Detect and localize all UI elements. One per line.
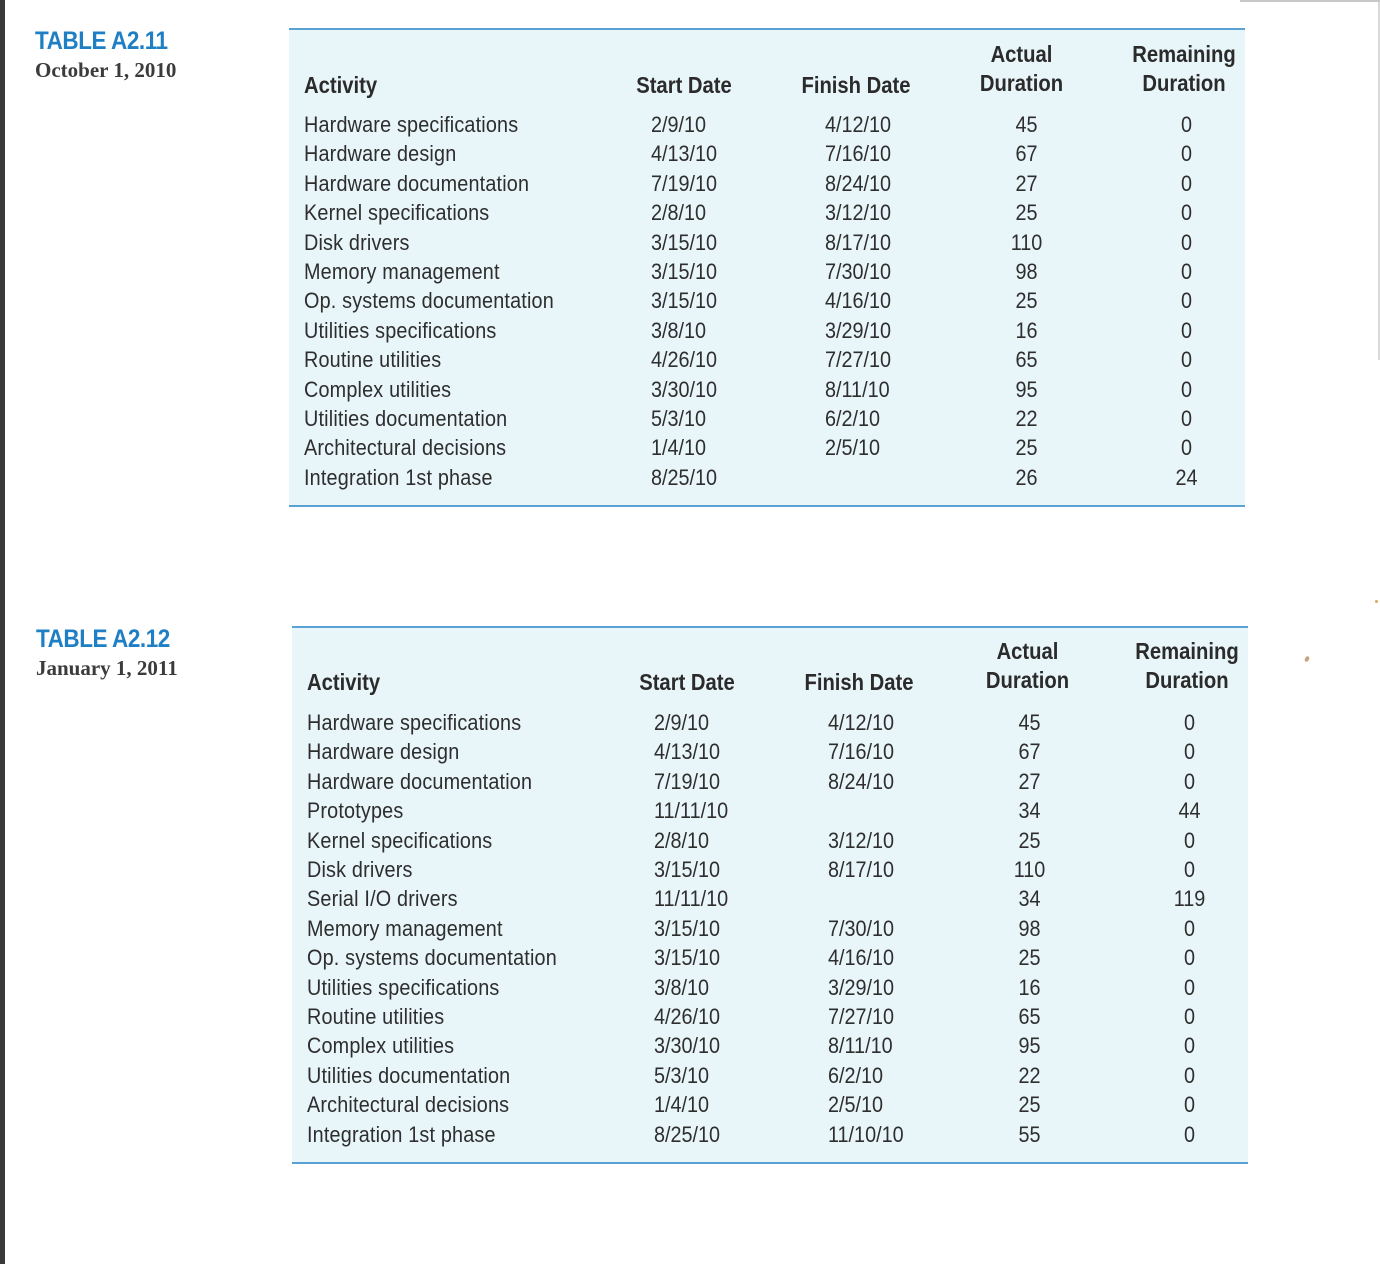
- cell-activity: Utilities documentation: [307, 1062, 511, 1088]
- cell-remaining: 0: [1180, 112, 1193, 137]
- cell-activity: Routine utilities: [304, 347, 442, 373]
- table-date: October 1, 2010: [35, 58, 177, 82]
- cell-start: 5/3/10: [654, 1062, 710, 1088]
- cell-start: 11/11/10: [654, 886, 729, 912]
- cell-start: 3/8/10: [654, 974, 710, 1000]
- cell-actual: 22: [1018, 1062, 1041, 1088]
- table-a2-12-caption: [36, 624, 185, 681]
- header-activity: Activity: [307, 669, 381, 695]
- cell-finish: 4/16/10: [828, 945, 895, 971]
- cell-start: 3/15/10: [654, 915, 721, 941]
- cell-actual: 67: [1015, 141, 1038, 167]
- table-row: [292, 1031, 1248, 1060]
- cell-activity: Kernel specifications: [307, 827, 493, 853]
- header-remaining-line1: Remaining: [1135, 638, 1239, 664]
- table-row: [292, 884, 1248, 913]
- header-actual-line2: Duration: [985, 667, 1070, 693]
- cell-activity: Memory management: [307, 915, 503, 941]
- cell-finish: 4/12/10: [828, 710, 895, 735]
- header-finish-date: Finish Date: [801, 72, 911, 98]
- cell-activity: Complex utilities: [307, 1033, 455, 1059]
- table-row: [289, 139, 1245, 168]
- cell-start: 2/8/10: [654, 827, 710, 853]
- header-start-date: Start Date: [639, 669, 735, 695]
- cell-start: 1/4/10: [654, 1092, 710, 1118]
- cell-actual: 22: [1015, 406, 1038, 431]
- table-row: [292, 1002, 1248, 1031]
- cell-actual: 26: [1015, 464, 1038, 490]
- table-a2-11: [289, 28, 1245, 507]
- cell-finish: 7/30/10: [828, 915, 895, 941]
- table-row: [292, 767, 1248, 796]
- cell-actual: 98: [1018, 915, 1041, 941]
- table-row: [289, 463, 1245, 492]
- table-a2-11-caption: [35, 26, 182, 83]
- cell-finish: 7/16/10: [828, 739, 895, 765]
- cell-start: 3/15/10: [654, 857, 721, 882]
- cell-remaining: 0: [1180, 200, 1193, 226]
- header-remaining-line2: Duration: [1142, 70, 1226, 96]
- table-row: [289, 198, 1245, 227]
- cell-start: 3/15/10: [651, 259, 718, 284]
- cell-start: 3/15/10: [651, 288, 718, 314]
- cell-actual: 45: [1015, 112, 1038, 137]
- table-label: TABLE A2.11: [35, 27, 168, 55]
- table-row: [289, 316, 1245, 345]
- cell-remaining: 0: [1180, 229, 1193, 255]
- paper-speck: [1375, 600, 1378, 603]
- cell-actual: 65: [1018, 1004, 1041, 1029]
- cell-actual: 25: [1018, 945, 1041, 971]
- cell-finish: 7/27/10: [825, 347, 892, 373]
- cell-remaining: 0: [1183, 857, 1196, 882]
- cell-remaining: 119: [1173, 886, 1206, 912]
- cell-actual: 45: [1018, 710, 1041, 735]
- cell-finish: 8/24/10: [828, 768, 895, 794]
- cell-activity: Utilities documentation: [304, 406, 508, 431]
- cell-start: 4/13/10: [654, 739, 721, 765]
- cell-finish: 7/30/10: [825, 259, 892, 284]
- cell-start: 3/15/10: [654, 945, 721, 971]
- table-row: [289, 345, 1245, 374]
- table-row: [289, 404, 1245, 433]
- cell-start: 3/30/10: [651, 376, 718, 402]
- cell-finish: 8/24/10: [825, 170, 892, 196]
- cell-remaining: 0: [1180, 288, 1193, 314]
- cell-actual: 27: [1015, 170, 1038, 196]
- cell-activity: Hardware specifications: [304, 112, 519, 137]
- cell-remaining: 0: [1180, 347, 1193, 373]
- cell-activity: Hardware design: [304, 141, 457, 167]
- table-a2-12: [292, 626, 1248, 1164]
- cell-actual: 110: [1013, 857, 1046, 882]
- table-row: [292, 826, 1248, 855]
- cell-remaining: 0: [1183, 1121, 1196, 1147]
- cell-activity: Serial I/O drivers: [307, 886, 458, 912]
- cell-start: 1/4/10: [651, 435, 707, 461]
- paper-speck: [1304, 655, 1310, 662]
- header-actual-duration: [973, 637, 1083, 695]
- cell-actual: 110: [1010, 229, 1043, 255]
- cell-remaining: 24: [1175, 464, 1198, 490]
- cell-start: 4/26/10: [651, 347, 718, 373]
- header-start-date: Start Date: [636, 72, 732, 98]
- cell-activity: Hardware documentation: [304, 170, 530, 196]
- cell-actual: 95: [1015, 376, 1038, 402]
- table-date: January 1, 2011: [36, 656, 178, 680]
- header-actual-line1: Actual: [990, 41, 1053, 67]
- header-remaining-line1: Remaining: [1132, 41, 1236, 67]
- header-finish-date: Finish Date: [804, 669, 914, 695]
- cell-activity: Architectural decisions: [307, 1092, 510, 1118]
- cell-start: 4/26/10: [654, 1004, 721, 1029]
- header-actual-duration: [967, 40, 1077, 98]
- table-row: [289, 433, 1245, 462]
- cell-start: 7/19/10: [654, 768, 721, 794]
- cell-remaining: 0: [1183, 945, 1196, 971]
- cell-activity: Disk drivers: [307, 857, 413, 882]
- cell-finish: 2/5/10: [825, 435, 881, 461]
- cell-finish: 7/16/10: [825, 141, 892, 167]
- cell-remaining: 0: [1180, 435, 1193, 461]
- cell-activity: Integration 1st phase: [304, 464, 493, 490]
- cell-activity: Memory management: [304, 259, 500, 284]
- cell-activity: Disk drivers: [304, 229, 410, 255]
- table-row: [292, 1090, 1248, 1119]
- header-activity: Activity: [304, 72, 378, 98]
- table-row: [289, 257, 1245, 286]
- cell-start: 11/11/10: [654, 798, 729, 824]
- table-row: [292, 943, 1248, 972]
- cell-finish: 11/10/10: [828, 1121, 904, 1147]
- cell-remaining: 0: [1180, 170, 1193, 196]
- cell-finish: 3/29/10: [828, 974, 895, 1000]
- cell-remaining: 0: [1183, 1092, 1196, 1118]
- cell-remaining: 0: [1180, 141, 1193, 167]
- cell-actual: 25: [1015, 200, 1038, 226]
- cell-remaining: 0: [1183, 974, 1196, 1000]
- cell-activity: Utilities specifications: [307, 974, 500, 1000]
- cell-remaining: 0: [1183, 1033, 1196, 1059]
- cell-actual: 16: [1018, 974, 1041, 1000]
- cell-activity: Kernel specifications: [304, 200, 490, 226]
- cell-actual: 34: [1018, 798, 1041, 824]
- cell-finish: 7/27/10: [828, 1004, 895, 1029]
- cell-activity: Integration 1st phase: [307, 1121, 496, 1147]
- cell-finish: 8/11/10: [825, 376, 890, 402]
- cell-finish: 6/2/10: [828, 1062, 884, 1088]
- table-row: [292, 973, 1248, 1002]
- cell-remaining: 0: [1183, 1004, 1196, 1029]
- header-actual-line2: Duration: [979, 70, 1064, 96]
- cell-activity: Prototypes: [307, 798, 404, 824]
- cell-activity: Hardware documentation: [307, 768, 533, 794]
- cell-actual: 95: [1018, 1033, 1041, 1059]
- cell-remaining: 0: [1183, 915, 1196, 941]
- cell-start: 2/9/10: [651, 112, 707, 137]
- cell-activity: Architectural decisions: [304, 435, 507, 461]
- cell-activity: Hardware design: [307, 739, 460, 765]
- cell-activity: Utilities specifications: [304, 317, 497, 343]
- cell-start: 7/19/10: [651, 170, 718, 196]
- cell-finish: 3/12/10: [825, 200, 892, 226]
- cell-remaining: 0: [1183, 710, 1196, 735]
- cell-finish: 8/11/10: [828, 1033, 893, 1059]
- cell-start: 2/9/10: [654, 710, 710, 735]
- cell-actual: 27: [1018, 768, 1041, 794]
- table-row: [289, 228, 1245, 257]
- cell-actual: 34: [1018, 886, 1041, 912]
- cell-start: 8/25/10: [651, 464, 718, 490]
- cell-actual: 16: [1015, 317, 1038, 343]
- cell-start: 3/15/10: [651, 229, 718, 255]
- cell-actual: 25: [1018, 1092, 1041, 1118]
- table-row: [292, 737, 1248, 766]
- cell-actual: 25: [1015, 435, 1038, 461]
- cell-activity: Op. systems documentation: [307, 945, 557, 971]
- cell-finish: 8/17/10: [825, 229, 892, 255]
- cell-activity: Op. systems documentation: [304, 288, 554, 314]
- table-row: [292, 914, 1248, 943]
- cell-finish: 3/12/10: [828, 827, 895, 853]
- header-remaining-duration: [1127, 40, 1241, 98]
- cell-activity: Hardware specifications: [307, 710, 522, 735]
- cell-actual: 25: [1018, 827, 1041, 853]
- header-remaining-line2: Duration: [1145, 667, 1229, 693]
- cell-start: 4/13/10: [651, 141, 718, 167]
- header-actual-line1: Actual: [996, 638, 1059, 664]
- cell-remaining: 0: [1183, 1062, 1196, 1088]
- cell-finish: 4/16/10: [825, 288, 892, 314]
- cell-remaining: 0: [1180, 259, 1193, 284]
- cell-remaining: 0: [1180, 317, 1193, 343]
- cell-actual: 65: [1015, 347, 1038, 373]
- cell-remaining: 0: [1180, 376, 1193, 402]
- cell-start: 2/8/10: [651, 200, 707, 226]
- table-label: TABLE A2.12: [36, 625, 170, 653]
- table-row: [289, 286, 1245, 315]
- cell-actual: 25: [1015, 288, 1038, 314]
- cell-remaining: 0: [1183, 739, 1196, 765]
- cell-finish: 2/5/10: [828, 1092, 884, 1118]
- cell-remaining: 0: [1183, 827, 1196, 853]
- cell-remaining: 0: [1180, 406, 1193, 431]
- cell-actual: 67: [1018, 739, 1041, 765]
- table-row: [292, 855, 1248, 884]
- table-row: [292, 1120, 1248, 1149]
- cell-remaining: 44: [1178, 798, 1201, 824]
- cell-finish: 4/12/10: [825, 112, 892, 137]
- table-row: [289, 375, 1245, 404]
- cell-start: 5/3/10: [651, 406, 707, 431]
- cell-finish: 6/2/10: [825, 406, 881, 431]
- cell-start: 8/25/10: [654, 1121, 721, 1147]
- cell-remaining: 0: [1183, 768, 1196, 794]
- cell-actual: 55: [1018, 1121, 1041, 1147]
- cell-start: 3/30/10: [654, 1033, 721, 1059]
- cell-start: 3/8/10: [651, 317, 707, 343]
- cell-activity: Complex utilities: [304, 376, 452, 402]
- table-row: [289, 110, 1245, 139]
- table-row: [289, 169, 1245, 198]
- cell-activity: Routine utilities: [307, 1004, 445, 1029]
- table-row: [292, 708, 1248, 737]
- cell-finish: 3/29/10: [825, 317, 892, 343]
- header-remaining-duration: [1130, 637, 1244, 695]
- page-top-rule: [1240, 0, 1380, 2]
- cell-actual: 98: [1015, 259, 1038, 284]
- page-binding-edge: [0, 0, 5, 1264]
- table-row: [292, 1061, 1248, 1090]
- cell-finish: 8/17/10: [828, 857, 895, 882]
- table-row: [292, 796, 1248, 825]
